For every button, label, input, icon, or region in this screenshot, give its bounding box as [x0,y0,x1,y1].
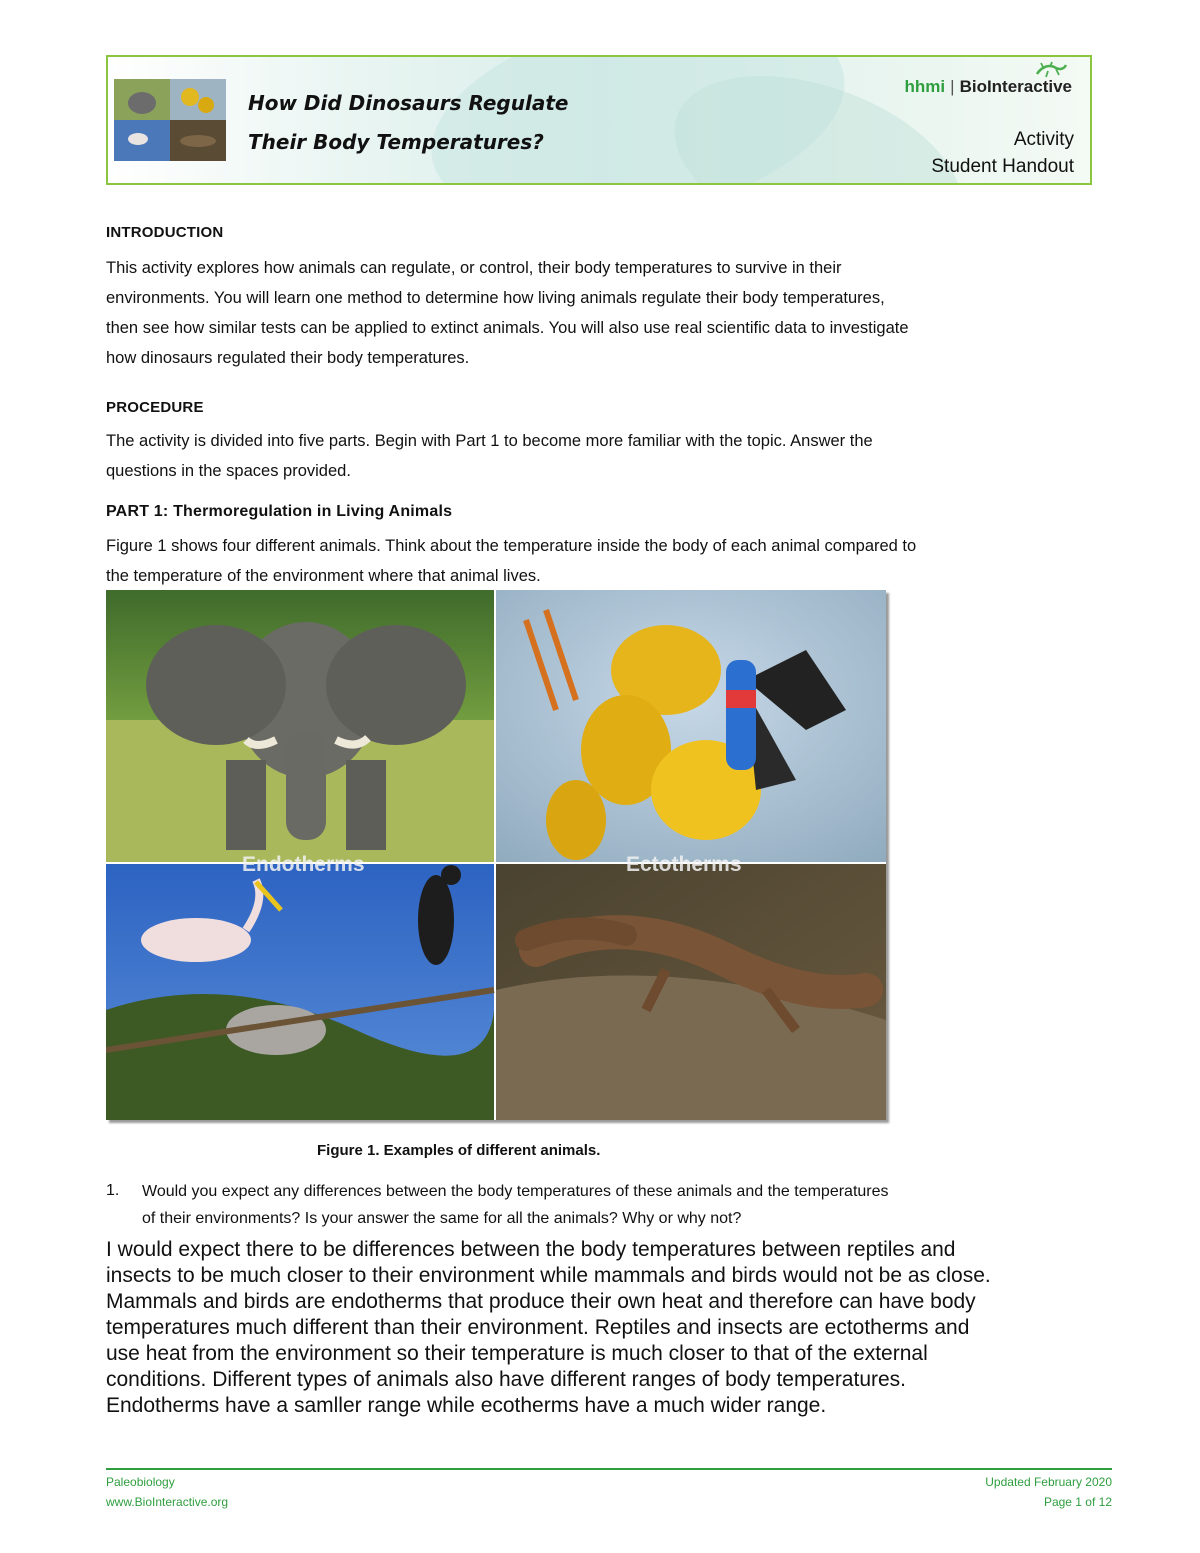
footer-page-number: Page 1 of 12 [1043,1495,1112,1509]
text-line: environments. You will learn one method to determine how living animals regulate their body temperatures, [106,289,885,307]
answer-line: Mammals and birds are endotherms that produce their own heat and therefore can have body [106,1290,976,1313]
text-line: how dinosaurs regulated their body temperatures. [106,349,470,367]
text-line: of their environments? Is your answer the same for all the animals? Why or why not? [142,1210,742,1227]
header-banner [106,55,1092,185]
document-type: Activity [1013,129,1074,150]
text-line: The activity is divided into five parts. Begin with Part 1 to become more familiar with the topic. Answer the [106,432,873,450]
answer-line: Endotherms have a samller range while ecotherms have a much wider range. [106,1394,827,1417]
student-answer [106,1237,991,1419]
footer-divider [106,1468,1112,1470]
text-line: then see how similar tests can be applied to extinct animals. You will also use real scientific data to investigate [106,319,909,337]
answer-line: conditions. Different types of animals also have different ranges of body temperatures. [106,1368,907,1391]
text-line: This activity explores how animals can regulate, or control, their body temperatures to survive in their [106,259,842,277]
header-thumbnail-image [114,79,226,161]
logo-biointeractive: BioInteractive [959,77,1072,96]
introduction-heading: INTRODUCTION [106,224,224,241]
endotherms-label: Endotherms [242,853,365,876]
document-subtype: Student Handout [931,156,1074,177]
document-title-line-1: How Did Dinosaurs Regulate [248,91,569,115]
lizard-photo [496,864,886,1120]
figure-1-image [106,590,886,1120]
document-title-line-2: Their Body Temperatures? [248,130,544,154]
introduction-paragraph [106,253,1096,373]
answer-line: temperatures much different than their environment. Reptiles and insects are ectotherms and [106,1316,970,1339]
procedure-paragraph [106,426,1096,486]
text-line: Figure 1 shows four different animals. Think about the temperature inside the body of each animal compared to [106,537,917,555]
answer-line: I would expect there to be differences between the body temperatures between reptiles and [106,1238,956,1261]
procedure-heading: PROCEDURE [106,399,204,416]
text-line: the temperature of the environment where that animal lives. [106,567,541,585]
footer-subject: Paleobiology [106,1475,175,1489]
answer-line: insects to be much closer to their environment while mammals and birds would not be as close. [106,1264,991,1287]
elephant-photo [106,590,494,862]
footer-website-link[interactable]: www.BioInteractive.org [106,1495,229,1509]
part1-paragraph [106,531,1096,591]
answer-line: use heat from the environment so their temperature is much closer to that of the external [106,1342,928,1365]
moth-photo [496,590,886,862]
figure-caption: Figure 1. Examples of different animals. [317,1142,601,1159]
part1-heading: PART 1: Thermoregulation in Living Animals [106,503,453,520]
ectotherms-label: Ectotherms [626,853,742,876]
birds-photo [106,864,494,1120]
text-line: Would you expect any differences between the body temperatures of these animals and the temperatures [142,1183,889,1200]
hhmi-biointeractive-logo: hhmi | BioInteractive [904,77,1072,96]
question-1-text [142,1178,889,1232]
footer-updated-date: Updated February 2020 [985,1475,1112,1489]
text-line: questions in the spaces provided. [106,462,351,480]
question-number: 1. [106,1182,120,1199]
logo-hhmi: hhmi [904,77,946,96]
